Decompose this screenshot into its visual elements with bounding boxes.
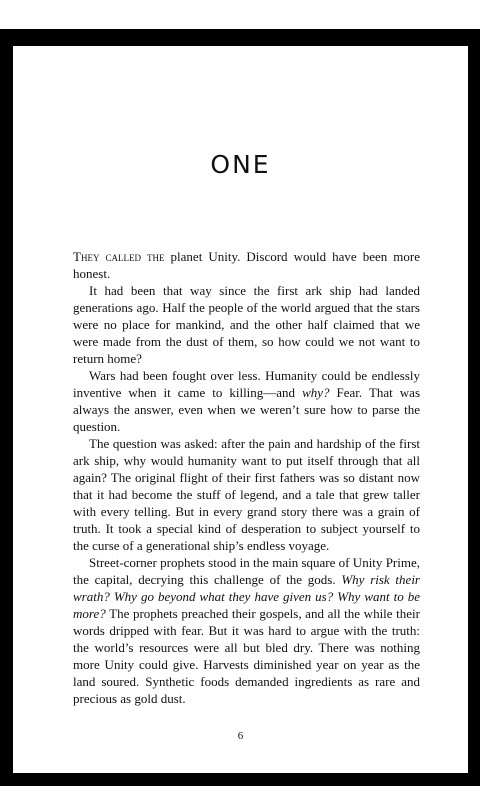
paragraph-5	[73, 554, 420, 707]
top-white-strip	[0, 0, 480, 29]
paragraph-3-italic: why?	[302, 385, 330, 400]
paragraph-3	[73, 367, 420, 435]
paragraph-1	[73, 248, 420, 282]
chapter-title: ONE	[210, 150, 271, 179]
paragraph-4: The question was asked: after the pain and hardship of the first ark ship, why would humanity want to put itself through that all again? The original flight of their first fathers was so distant now that it had become the stuff of legend, and a tale that grew taller with every telling. But in every grand story there was a grain of truth. It took a special kind of desperation to subject yourself to the curse of a generational ship’s endless voyage.	[73, 436, 420, 553]
page-number: 6	[237, 730, 244, 742]
paragraph-1-text: planet Unity. Discord would have been more honest.	[73, 249, 420, 281]
opening-small-caps: They called the	[73, 249, 165, 264]
paragraph-3-text-end: Fear. That was always the answer, even when we weren’t sure how to parse the question.	[73, 385, 420, 434]
paragraph-5-italic: Why risk their wrath? Why go beyond what they have given us? Why want to be more?	[73, 572, 420, 621]
paragraph-5-text-start: Street-corner prophets stood in the main square of Unity Prime, the capital, decrying this challenge of the gods.	[73, 555, 420, 587]
paragraph-5-text-end: The prophets preached their gospels, and all the while their words dripped with fear. But it was hard to argue with the truth: the world’s resources were all but bled dry. There was nothing more Unity could give. Harvests diminished year on year as the land soured. Synthetic foods demanded ingredients as rare and precious as gold dust.	[73, 606, 420, 706]
paragraph-2: It had been that way since the first ark ship had landed generations ago. Half the people of the world argued that the stars were no place for mankind, and the other half claimed that we were made from the dust of them, so how could we not want to return home?	[73, 283, 420, 366]
chapter-body	[73, 248, 420, 707]
book-page	[13, 46, 468, 773]
bottom-white-strip	[0, 786, 480, 800]
paragraph-3-text-start: Wars had been fought over less. Humanity could be endlessly inventive when it came to killing—and	[73, 368, 420, 400]
